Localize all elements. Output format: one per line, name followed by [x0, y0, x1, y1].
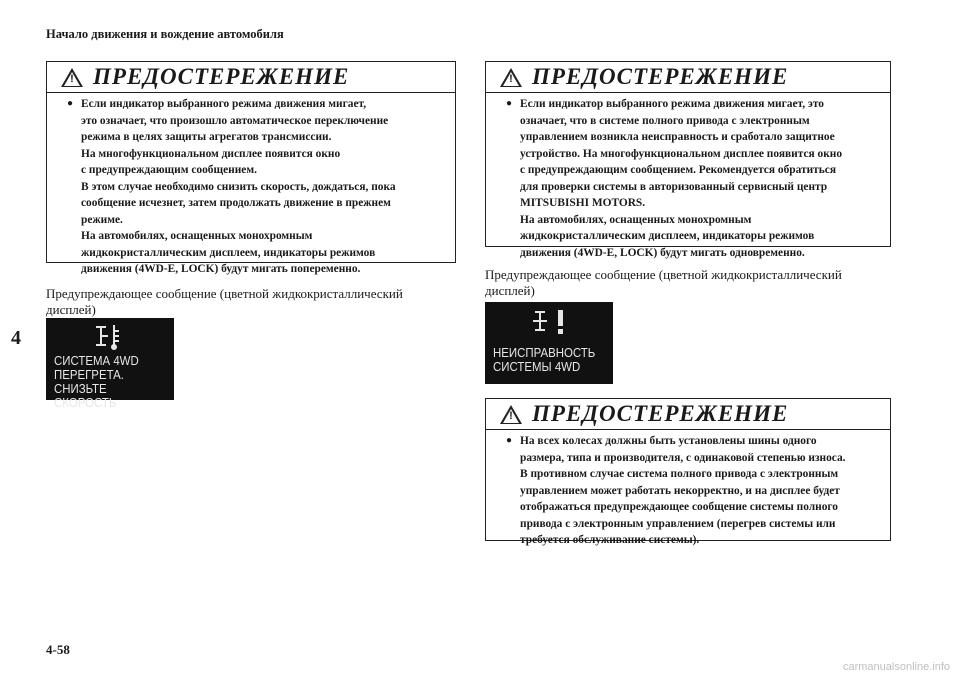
warning-line: устройство. На многофункциональном дисплее появится окно	[520, 147, 843, 160]
screen-line: СИСТЕМЫ 4WD	[493, 359, 581, 374]
display-screen-right	[485, 302, 613, 384]
warning-line: размера, типа и производителя, с одинаковой степенью износа.	[520, 451, 846, 464]
warning-box-right-bottom	[485, 398, 891, 546]
warning-line: жидкокристаллическим дисплеем, индикаторы режимов	[81, 246, 376, 259]
warning-line: На многофункциональном дисплее появится окно	[81, 147, 341, 160]
warning-line: движения (4WD-E, LOCK) будут мигать одновременно.	[520, 246, 805, 259]
screen-line: НЕИСПРАВНОСТЬ	[493, 345, 596, 360]
warning-line: жидкокристаллическим дисплеем, индикаторы режимов	[520, 230, 815, 242]
warning-body	[486, 93, 890, 267]
watermark: carmanualsonline.info	[842, 661, 950, 673]
warning-title-bar	[47, 62, 455, 93]
warning-body	[486, 430, 890, 555]
warning-body	[47, 93, 455, 284]
screen-line: СИСТЕМА 4WD	[54, 353, 139, 368]
warning-title-bar	[486, 62, 890, 93]
warning-line: На всех колесах должны быть установлены шины одного	[520, 435, 817, 447]
warning-line: означает, что в системе полного привода с электронным	[520, 114, 810, 127]
warning-exclamation-icon: !	[70, 73, 74, 85]
caption-line: дисплей)	[46, 302, 96, 317]
caption-line: Предупреждающее сообщение (цветной жидкокристаллический	[485, 267, 842, 282]
screen-line: СНИЗЬТЕ СКОРОСТЬ	[54, 381, 117, 410]
chapter-tab: 4	[11, 327, 21, 349]
warning-line: В этом случае необходимо снизить скорость, дождаться, пока	[81, 180, 396, 193]
bullet-icon: ●	[67, 98, 74, 109]
page-number: 4-58	[46, 642, 70, 657]
warning-line: В противном случае система полного привода с электронным	[520, 468, 839, 480]
screen-message	[54, 354, 160, 410]
warning-title-bar	[486, 399, 890, 430]
warning-line: сообщение исчезнет, затем продолжать движение в прежнем	[81, 197, 391, 209]
warning-line: MITSUBISHI MOTORS.	[520, 197, 646, 209]
warning-line: На автомобилях, оснащенных монохромным	[520, 213, 752, 226]
display-screen-left	[46, 318, 174, 410]
4wd-drivetrain-exclamation-icon	[531, 308, 571, 336]
warning-line: для проверки системы в авторизованный сервисный центр	[520, 180, 828, 193]
warning-line: требуется обслуживание системы).	[520, 534, 700, 546]
warning-line: с предупреждающим сообщением. Рекомендуется обратиться	[520, 164, 836, 176]
warning-line: отображаться предупреждающее сообщение системы полного	[520, 501, 838, 513]
warning-line: это означает, что произошло автоматическое переключение	[81, 114, 389, 127]
warning-line: движения (4WD-E, LOCK) будут мигать попеременно.	[81, 263, 361, 275]
warning-line: привода с электронным управлением (перегрев системы или	[520, 517, 836, 530]
screen-message	[493, 346, 595, 374]
caption-line: Предупреждающее сообщение (цветной жидкокристаллический	[46, 286, 403, 301]
warning-line: с предупреждающим сообщением.	[81, 164, 257, 176]
warning-exclamation-icon: !	[509, 410, 513, 422]
caption-left	[46, 286, 466, 318]
warning-line: управлением может работать некорректно, и на дисплее будет	[520, 484, 840, 497]
warning-line: режиме.	[81, 213, 123, 226]
caption-line: дисплей)	[485, 283, 535, 298]
4wd-drivetrain-temperature-icon	[92, 323, 128, 351]
warning-title: ПРЕДОСТЕРЕЖЕНИЕ	[532, 401, 789, 426]
warning-box-left	[46, 61, 456, 275]
bullet-icon: ●	[506, 98, 513, 109]
warning-line: режима в целях защиты агрегатов трансмиссии.	[81, 131, 332, 143]
warning-title: ПРЕДОСТЕРЕЖЕНИЕ	[532, 64, 789, 89]
screen-line: ПЕРЕГРЕТА.	[54, 367, 124, 382]
warning-exclamation-icon: !	[509, 73, 513, 85]
warning-line: На автомобилях, оснащенных монохромным	[81, 230, 313, 242]
warning-line: Если индикатор выбранного режима движения мигает, это	[520, 98, 824, 110]
warning-box-right-top	[485, 61, 891, 259]
warning-line: Если индикатор выбранного режима движения мигает,	[81, 98, 367, 110]
page-header: Начало движения и вождение автомобиля	[46, 27, 284, 41]
warning-line: управлением возникла неисправность и сработало защитное	[520, 131, 835, 143]
bullet-icon: ●	[506, 435, 513, 446]
caption-right	[485, 267, 905, 299]
warning-title: ПРЕДОСТЕРЕЖЕНИЕ	[93, 64, 350, 89]
